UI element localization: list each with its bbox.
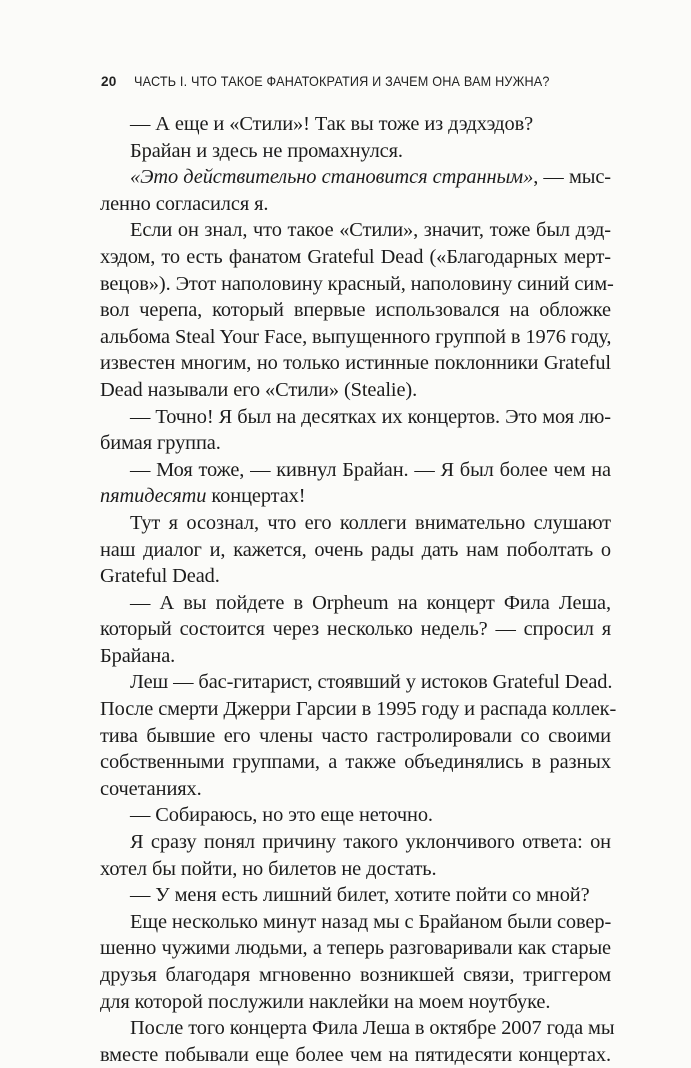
text-line: шенно чужими людьми, а теперь разговаривали как старые bbox=[100, 937, 611, 960]
text-line: хэдом, то есть фанатом Grateful Dead («Благодарных мерт- bbox=[100, 245, 611, 268]
italic-text: пятидесяти bbox=[100, 485, 207, 508]
text-line: вместе побывали еще более чем на пятидесяти концертах. bbox=[100, 1043, 611, 1066]
text-line: наш диалог и, кажется, очень рады дать нам поболтать о bbox=[100, 538, 611, 561]
text-line: хотел бы пойти, но билетов не достать. bbox=[100, 857, 437, 880]
text-line: для которой послужили наклейки на моем ноутбуке. bbox=[100, 990, 551, 1013]
text-line: — А еще и «Стили»! Так вы тоже из дэдхэдов? bbox=[130, 113, 534, 135]
text-line: Dead называли его «Стили» (Stealie). bbox=[100, 378, 418, 401]
text-line: Если он знал, что такое «Стили», значит, тоже был дэд- bbox=[130, 219, 611, 242]
text-line: бимая группа. bbox=[100, 432, 221, 455]
text-fragment: , — мыс- bbox=[533, 166, 611, 189]
text-line: Тут я осознал, что его коллеги внимательно слушают bbox=[130, 511, 611, 534]
text-line: Grateful Dead. bbox=[100, 565, 220, 588]
text-line: После того концерта Фила Леша в октябре 2007 года мы bbox=[130, 1017, 615, 1040]
text-line: известен многим, но только истинные поклонники Grateful bbox=[100, 352, 611, 375]
text-line: ленно согласился я. bbox=[100, 192, 269, 215]
page-number: 20 bbox=[101, 74, 117, 89]
chapter-title: ЧАСТЬ I. ЧТО ТАКОЕ ФАНАТОКРАТИЯ И ЗАЧЕМ ОНА ВАМ НУЖНА? bbox=[134, 74, 550, 89]
running-header bbox=[101, 74, 621, 96]
text-line: Еще несколько минут назад мы с Брайаном были совер- bbox=[130, 910, 612, 933]
italic-text: «Это действительно становится странным» bbox=[130, 166, 534, 189]
text-line: который состоится через несколько недель? — спросил я bbox=[100, 618, 611, 641]
text-line: собственными группами, а также объединялись в разных bbox=[100, 751, 611, 774]
body-text bbox=[100, 111, 617, 1068]
text-line: Брайан и здесь не промахнулся. bbox=[130, 139, 403, 162]
text-line: сочетаниях. bbox=[100, 777, 202, 800]
text-line: Я сразу понял причину такого уклончивого ответа: он bbox=[130, 831, 611, 854]
text-line: вецов»). Этот наполовину красный, наполовину синий сим- bbox=[100, 272, 614, 295]
text-line: друзья благодаря мгновенно возникшей связи, триггером bbox=[100, 964, 611, 986]
text-line bbox=[100, 483, 611, 510]
text-line: Леш — бас-гитарист, стоявший у истоков Grateful Dead. bbox=[130, 671, 613, 694]
text-line: — А вы пойдете в Orpheum на концерт Фила Леша, bbox=[130, 591, 611, 614]
text-line: тива бывшие его члены часто гастролировали со своими bbox=[100, 724, 611, 747]
text-line: После смерти Джерри Гарсии в 1995 году и распада коллек- bbox=[100, 698, 617, 721]
text-line: — Моя тоже, — кивнул Брайан. — Я был более чем на bbox=[130, 458, 611, 481]
text-line: — У меня есть лишний билет, хотите пойти со мной? bbox=[130, 884, 590, 907]
text-line: альбома Steal Your Face, выпущенного группой в 1976 году, bbox=[100, 325, 612, 348]
text-line: — Точно! Я был на десятках их концертов. Это моя лю- bbox=[130, 405, 611, 428]
text-line: — Собираюсь, но это еще неточно. bbox=[130, 804, 433, 827]
text-fragment: концертах! bbox=[206, 485, 306, 508]
text-line: вол черепа, который впервые использовался на обложке bbox=[100, 299, 611, 322]
text-line: Брайана. bbox=[100, 644, 176, 667]
text-line bbox=[100, 164, 611, 191]
